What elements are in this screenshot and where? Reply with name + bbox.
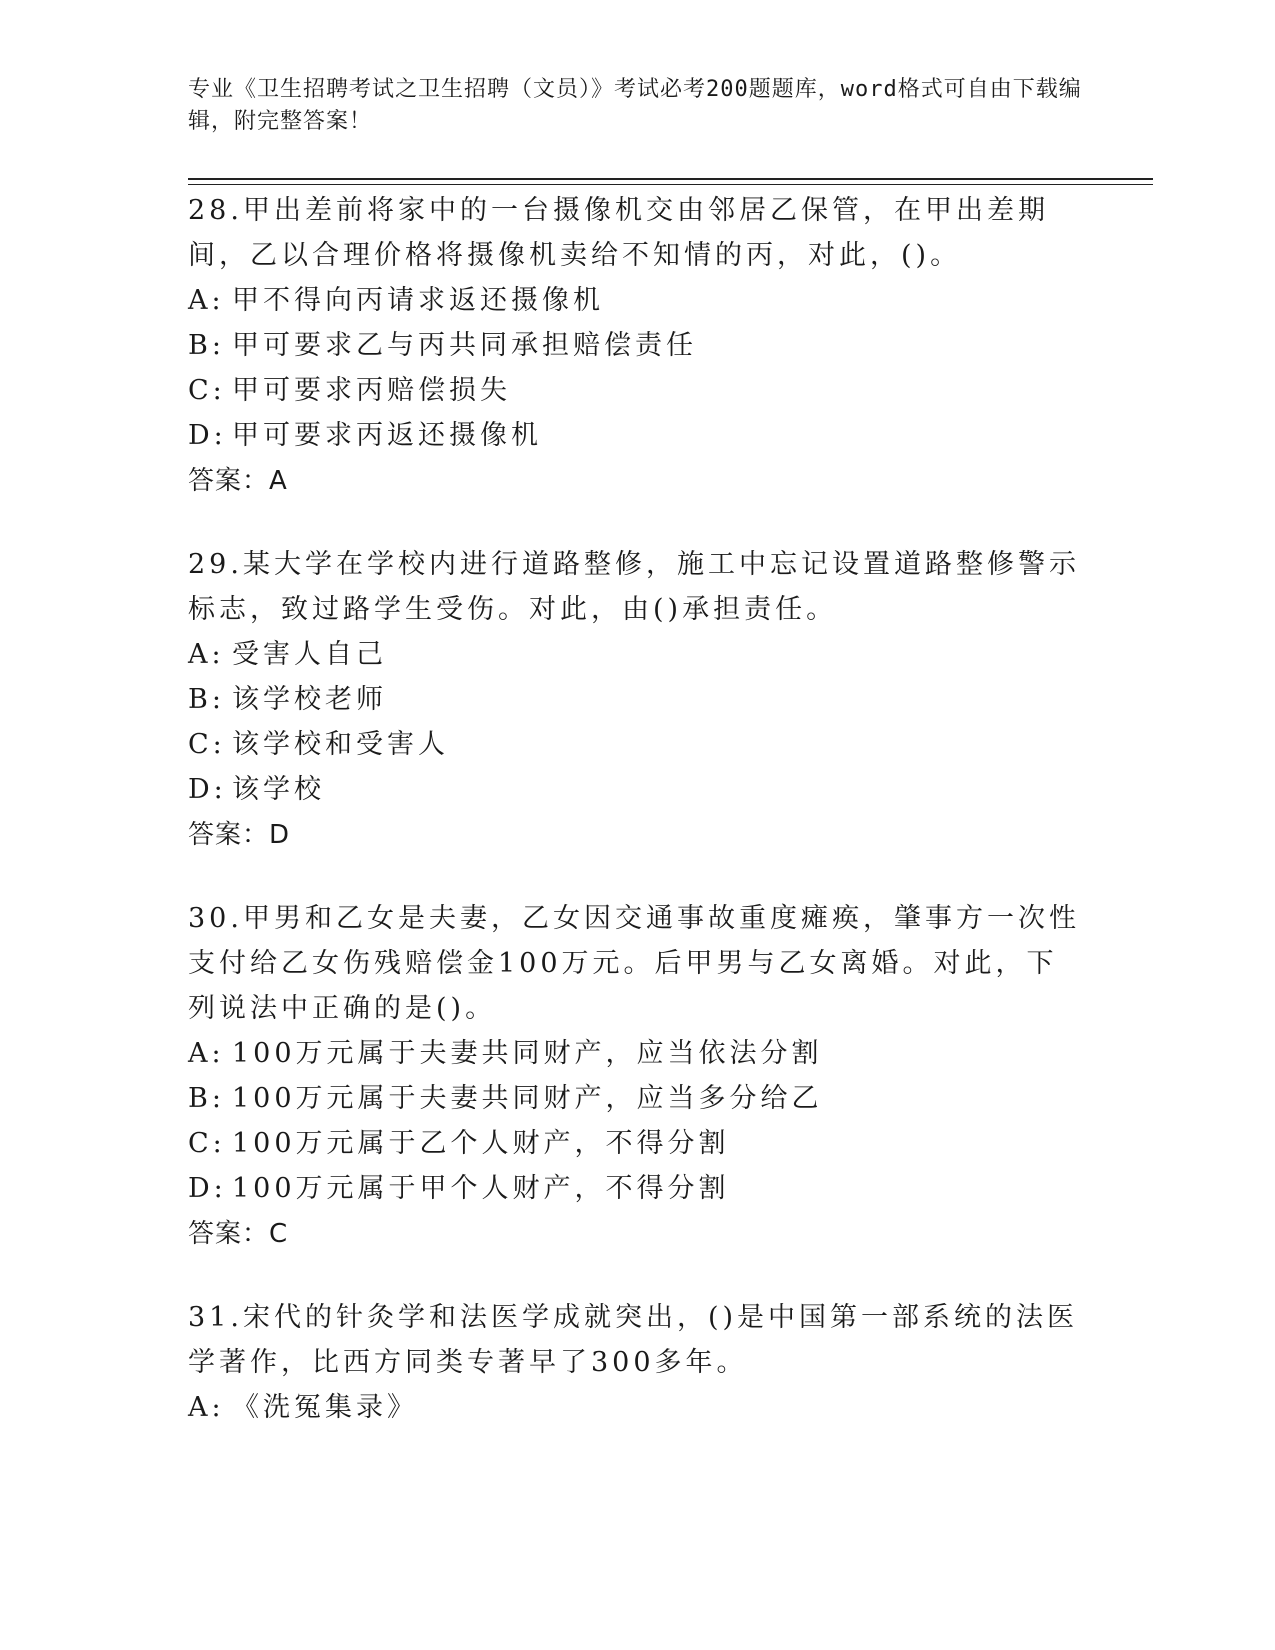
option-a [188,278,1088,323]
option-c [188,1121,1088,1166]
option-d [188,767,1088,812]
question-29 [188,542,1088,858]
option-letter: C: [188,729,226,760]
option-text: 100万元属于夫妻共同财产，应当依法分割 [232,1038,823,1069]
answer-line: 答案：D [188,820,291,850]
option-letter: D: [188,1173,227,1204]
option-letter: A: [188,639,225,670]
option-a [188,632,1088,677]
option-text: 甲可要求丙赔偿损失 [232,375,511,406]
question-28 [188,188,1088,504]
option-letter: B: [188,1083,225,1114]
option-text: 100万元属于夫妻共同财产，应当多分给乙 [232,1083,823,1114]
option-letter: C: [188,1128,226,1159]
question-list [188,188,1088,1468]
option-text: 《洗冤集录》 [232,1392,418,1423]
option-b [188,323,1088,368]
option-text: 该学校 [232,774,325,805]
option-b [188,677,1088,722]
option-text: 甲可要求乙与丙共同承担赔偿责任 [232,330,697,361]
question-31 [188,1295,1088,1430]
question-stem: 29.某大学在学校内进行道路整修，施工中忘记设置道路整修警示标志，致过路学生受伤。对此，由()承担责任。 [188,549,1080,625]
option-text: 甲不得向丙请求返还摄像机 [232,285,604,316]
option-text: 该学校和受害人 [232,729,449,760]
answer-line: 答案：A [188,466,288,496]
option-letter: C: [188,375,226,406]
question-stem: 28.甲出差前将家中的一台摄像机交由邻居乙保管，在甲出差期间，乙以合理价格将摄像机卖给不知情的丙，对此，()。 [188,195,1049,271]
option-text: 甲可要求丙返还摄像机 [232,420,542,451]
option-c [188,722,1088,767]
option-text: 100万元属于甲个人财产，不得分割 [232,1173,730,1204]
question-30 [188,896,1088,1257]
option-a [188,1031,1088,1076]
option-letter: D: [188,774,227,805]
question-stem: 31.宋代的针灸学和法医学成就突出，()是中国第一部系统的法医学著作，比西方同类专著早了300多年。 [188,1302,1079,1378]
option-a [188,1385,1088,1430]
option-letter: A: [188,1038,225,1069]
option-d [188,1166,1088,1211]
option-letter: A: [188,285,225,316]
option-d [188,413,1088,458]
answer-line: 答案：C [188,1219,289,1249]
option-c [188,368,1088,413]
option-text: 100万元属于乙个人财产，不得分割 [232,1128,730,1159]
option-text: 受害人自己 [232,639,387,670]
option-letter: A: [188,1392,225,1423]
header-divider [188,178,1153,185]
option-text: 该学校老师 [232,684,387,715]
option-letter: D: [188,420,227,451]
document-header: 专业《卫生招聘考试之卫生招聘（文员）》考试必考200题题库，word格式可自由下载编辑，附完整答案！ [188,77,1082,134]
option-b [188,1076,1088,1121]
option-letter: B: [188,684,225,715]
question-stem: 30.甲男和乙女是夫妻，乙女因交通事故重度瘫痪，肇事方一次性支付给乙女伤残赔偿金100万元。后甲男与乙女离婚。对此，下列说法中正确的是()。 [188,903,1080,1024]
option-letter: B: [188,330,225,361]
